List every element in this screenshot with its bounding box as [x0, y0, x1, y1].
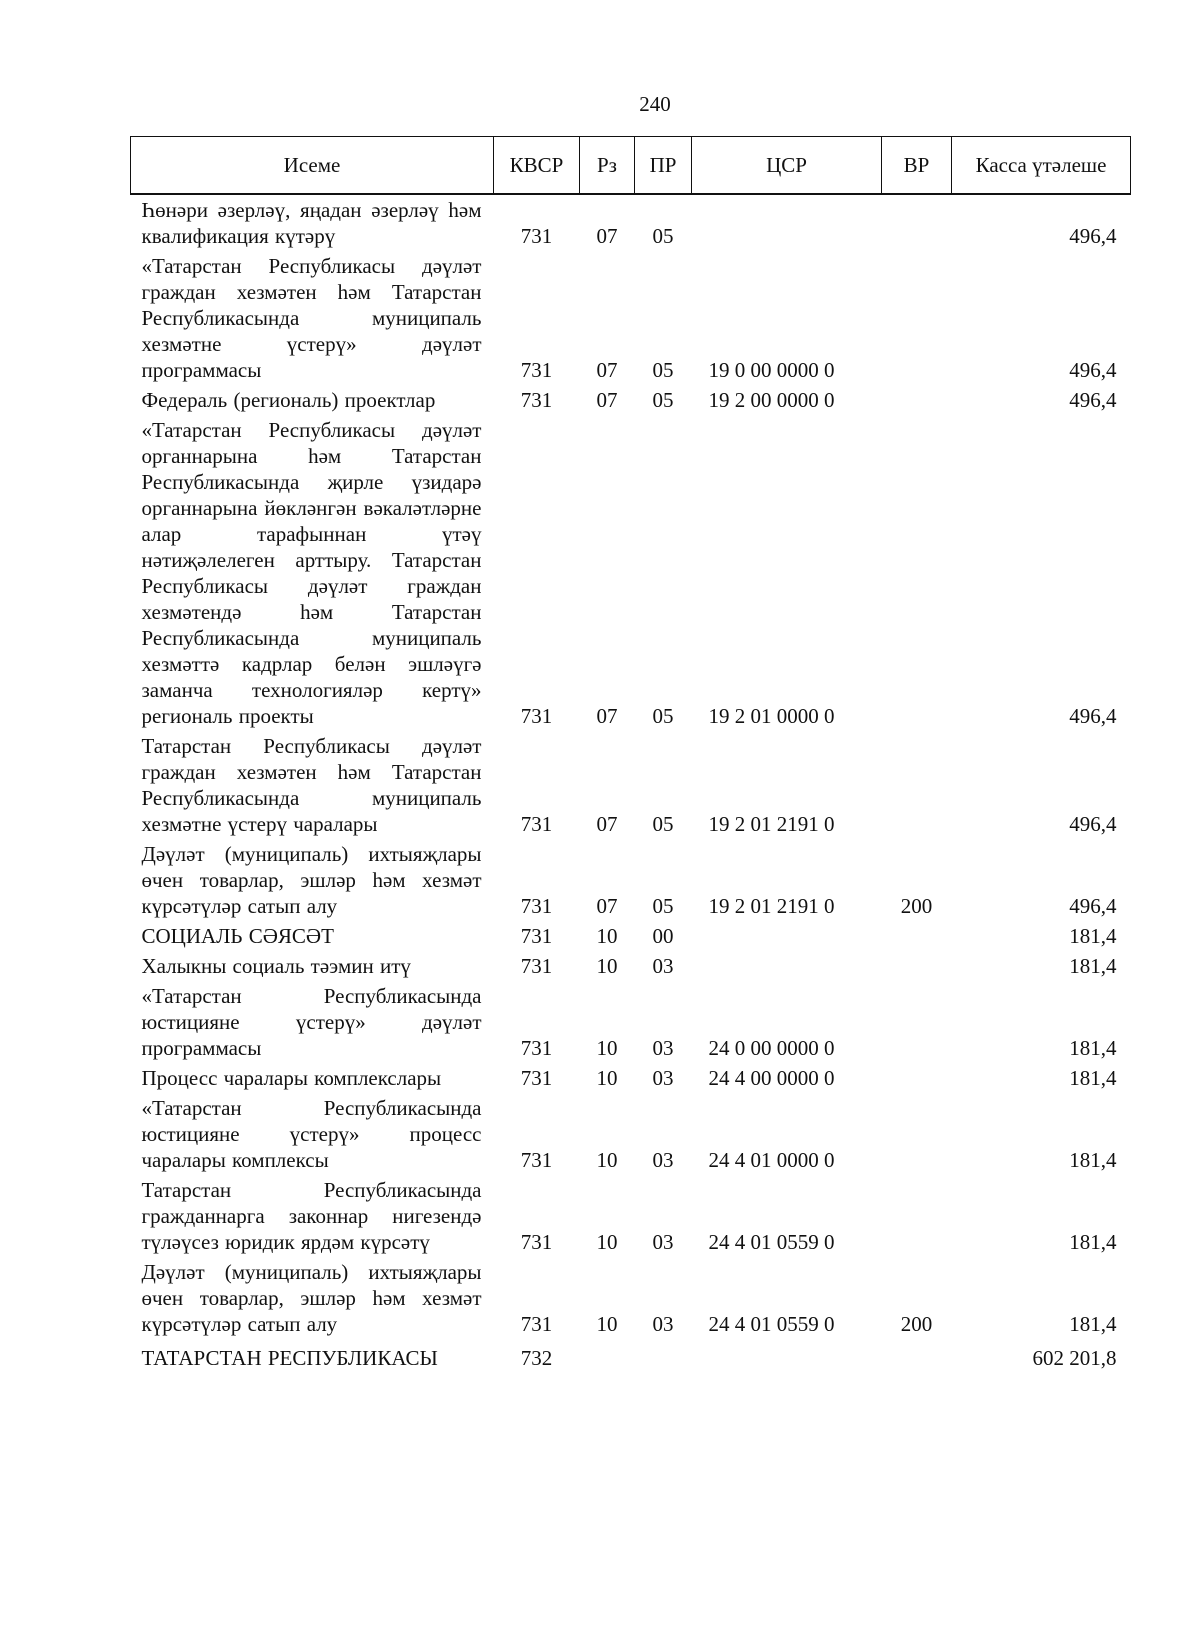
- row-pr: 03: [652, 1066, 674, 1090]
- row-pr: 03: [652, 1036, 674, 1060]
- budget-table: [130, 136, 1131, 1375]
- row-rz: 10: [596, 924, 618, 948]
- row-kvsr: 731: [520, 358, 553, 382]
- row-kvsr: 731: [520, 812, 553, 836]
- row-name: Халыкны социаль тәэмин итү: [141, 954, 411, 978]
- row-sum: 181,4: [1069, 1066, 1117, 1090]
- row-pr: 00: [652, 924, 674, 948]
- row-name: «Татарстан Республикасы дәүләт органнарына һәм Татарстан Республикасында җирле үзидарә органнарына йөкләнгән вәкаләтләрне алар тарафыннан үтәү нәтиҗәлелеген арттыру. Татарстан Республикасы дәүләт граждан хезмәтендә һәм Татарстан Республикасында муниципаль хезмәттә кадрлар белән эшләүгә заманча технологияләр кертү» региональ проекты: [141, 418, 482, 728]
- table-body: [131, 194, 1131, 1375]
- row-vr: [882, 1065, 952, 1095]
- row-csr: 19 2 01 2191 0: [708, 812, 835, 836]
- row-kvsr: 731: [520, 1230, 553, 1254]
- row-vr: [882, 923, 952, 953]
- row-vr: [882, 194, 952, 253]
- row-kvsr: 731: [520, 1066, 553, 1090]
- row-vr: 200: [900, 894, 933, 918]
- row-rz: 10: [596, 954, 618, 978]
- row-kvsr: 731: [520, 1148, 553, 1172]
- row-pr: 05: [652, 388, 674, 412]
- row-name: Дәүләт (муниципаль) ихтыяҗлары өчен товарлар, эшләр һәм хезмәт күрсәтүләр сатып алу: [141, 842, 482, 918]
- table-row: [131, 953, 1131, 983]
- table-row: [131, 194, 1131, 253]
- row-pr: 05: [652, 704, 674, 728]
- row-csr: 24 4 01 0559 0: [708, 1230, 835, 1254]
- row-name: Дәүләт (муниципаль) ихтыяҗлары өчен товарлар, эшләр һәм хезмәт күрсәтүләр сатып алу: [141, 1260, 482, 1336]
- header-pr: ПР: [635, 137, 692, 195]
- row-rz: 07: [596, 704, 618, 728]
- row-rz: 07: [596, 388, 618, 412]
- row-pr: 05: [652, 894, 674, 918]
- row-sum: 181,4: [1069, 954, 1117, 978]
- row-csr: [692, 953, 882, 983]
- row-rz: 10: [596, 1230, 618, 1254]
- row-sum: 181,4: [1069, 1230, 1117, 1254]
- row-csr: 19 2 00 0000 0: [708, 388, 835, 412]
- row-name: СОЦИАЛЬ СӘЯСӘТ: [141, 924, 334, 948]
- row-sum: 496,4: [1069, 388, 1117, 412]
- row-name: Татарстан Республикасы дәүләт граждан хезмәтен һәм Татарстан Республикасында муниципаль хезмәтне үстерү чаралары: [141, 734, 482, 836]
- row-csr: [692, 923, 882, 953]
- row-csr: 19 2 01 0000 0: [708, 704, 835, 728]
- row-vr: [882, 953, 952, 983]
- row-pr: 03: [652, 1148, 674, 1172]
- row-kvsr: 731: [520, 1312, 553, 1336]
- table-row: [131, 253, 1131, 387]
- table-row: [131, 1341, 1131, 1375]
- table-row: [131, 1259, 1131, 1341]
- row-pr: 05: [652, 224, 674, 248]
- row-pr: 03: [652, 1230, 674, 1254]
- table-header-row: [131, 137, 1131, 195]
- row-csr: 24 0 00 0000 0: [708, 1036, 835, 1060]
- header-name: Исеме: [131, 137, 494, 195]
- row-kvsr: 731: [520, 388, 553, 412]
- row-csr: 24 4 00 0000 0: [708, 1066, 835, 1090]
- row-name: Татарстан Республикасында гражданнарга законнар нигезендә түләүсез юридик ярдәм күрсәтү: [141, 1178, 482, 1254]
- row-vr: [882, 1177, 952, 1259]
- row-sum: 496,4: [1069, 704, 1117, 728]
- row-name: Федераль (региональ) проектлар: [141, 388, 436, 412]
- row-name: «Татарстан Республикасында юстицияне үстерү» дәүләт программасы: [141, 984, 482, 1060]
- table-row: [131, 841, 1131, 923]
- row-name: «Татарстан Республикасында юстицияне үстерү» процесс чаралары комплексы: [141, 1096, 482, 1172]
- row-kvsr: 731: [520, 924, 553, 948]
- row-kvsr: 731: [520, 1036, 553, 1060]
- row-sum: 181,4: [1069, 1148, 1117, 1172]
- row-sum: 496,4: [1069, 812, 1117, 836]
- header-kvsr: КВСР: [494, 137, 580, 195]
- row-rz: 07: [596, 894, 618, 918]
- row-csr: [692, 194, 882, 253]
- row-vr: [882, 733, 952, 841]
- row-pr: 05: [652, 812, 674, 836]
- row-name: «Татарстан Республикасы дәүләт граждан хезмәтен һәм Татарстан Республикасында муниципаль хезмәтне үстерү» дәүләт программасы: [141, 254, 482, 382]
- table-row: [131, 387, 1131, 417]
- row-kvsr: 731: [520, 224, 553, 248]
- row-pr: [635, 1341, 692, 1375]
- row-csr: 24 4 01 0000 0: [708, 1148, 835, 1172]
- row-sum: 181,4: [1069, 1036, 1117, 1060]
- row-rz: [580, 1341, 635, 1375]
- row-rz: 10: [596, 1036, 618, 1060]
- row-rz: 10: [596, 1066, 618, 1090]
- row-vr: [882, 983, 952, 1065]
- table-row: [131, 983, 1131, 1065]
- page-number: 240: [639, 92, 671, 116]
- table-row: [131, 1065, 1131, 1095]
- table-row: [131, 733, 1131, 841]
- row-kvsr: 731: [520, 954, 553, 978]
- table-row: [131, 1177, 1131, 1259]
- table-row: [131, 923, 1131, 953]
- row-csr: 24 4 01 0559 0: [708, 1312, 835, 1336]
- row-csr: 19 2 01 2191 0: [708, 894, 835, 918]
- row-csr: [692, 1341, 882, 1375]
- row-rz: 10: [596, 1148, 618, 1172]
- row-pr: 05: [652, 358, 674, 382]
- row-rz: 07: [596, 224, 618, 248]
- row-name: Һөнәри әзерләү, яңадан әзерләү һәм квалификация күтәрү: [141, 198, 482, 248]
- row-rz: 07: [596, 812, 618, 836]
- row-sum: 181,4: [1069, 1312, 1117, 1336]
- row-csr: 19 0 00 0000 0: [708, 358, 835, 382]
- header-csr: ЦСР: [692, 137, 882, 195]
- table-row: [131, 1095, 1131, 1177]
- row-name: ТАТАРСТАН РЕСПУБЛИКАСЫ: [141, 1346, 438, 1370]
- row-pr: 03: [652, 1312, 674, 1336]
- row-sum: 181,4: [1069, 924, 1117, 948]
- row-sum: 602 201,8: [1032, 1346, 1117, 1370]
- row-vr: [882, 387, 952, 417]
- row-name: Процесс чаралары комплекслары: [141, 1066, 442, 1090]
- row-sum: 496,4: [1069, 894, 1117, 918]
- row-vr: [882, 253, 952, 387]
- row-vr: [882, 1341, 952, 1375]
- row-rz: 07: [596, 358, 618, 382]
- row-sum: 496,4: [1069, 358, 1117, 382]
- row-vr: [882, 417, 952, 733]
- row-kvsr: 731: [520, 894, 553, 918]
- table-row: [131, 417, 1131, 733]
- header-sum: Касса үтәлеше: [952, 137, 1131, 195]
- header-rz: Рз: [580, 137, 635, 195]
- row-kvsr: 732: [520, 1346, 553, 1370]
- row-vr: 200: [900, 1312, 933, 1336]
- row-vr: [882, 1095, 952, 1177]
- row-kvsr: 731: [520, 704, 553, 728]
- row-rz: 10: [596, 1312, 618, 1336]
- header-vr: ВР: [882, 137, 952, 195]
- row-pr: 03: [652, 954, 674, 978]
- row-sum: 496,4: [1069, 224, 1117, 248]
